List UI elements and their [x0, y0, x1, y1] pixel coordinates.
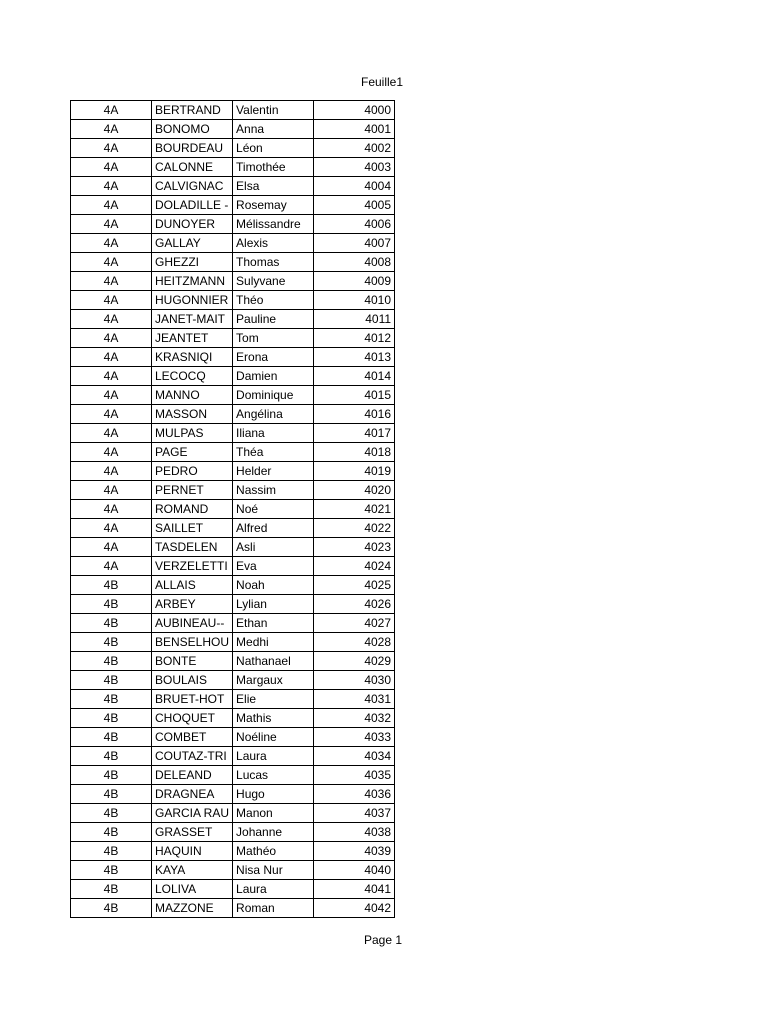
class-cell: 4B: [71, 595, 152, 614]
class-cell: 4B: [71, 652, 152, 671]
class-cell: 4B: [71, 671, 152, 690]
number-cell: 4028: [314, 633, 395, 652]
number-cell: 4005: [314, 196, 395, 215]
table-row: [71, 386, 395, 405]
table-row: [71, 899, 395, 918]
last-name-cell: HUGONNIER: [152, 291, 233, 310]
table-row: [71, 880, 395, 899]
class-cell: 4A: [71, 272, 152, 291]
number-cell: 4002: [314, 139, 395, 158]
last-name-cell: BONOMO: [152, 120, 233, 139]
table-row: [71, 253, 395, 272]
number-cell: 4024: [314, 557, 395, 576]
class-cell: 4A: [71, 101, 152, 120]
last-name-cell: AUBINEAU--: [152, 614, 233, 633]
class-cell: 4A: [71, 538, 152, 557]
table-row: [71, 234, 395, 253]
table-row: [71, 766, 395, 785]
first-name-cell: Noah: [233, 576, 314, 595]
class-cell: 4B: [71, 690, 152, 709]
last-name-cell: SAILLET: [152, 519, 233, 538]
class-cell: 4B: [71, 576, 152, 595]
table-row: [71, 557, 395, 576]
last-name-cell: CALONNE: [152, 158, 233, 177]
last-name-cell: BRUET-HOT: [152, 690, 233, 709]
last-name-cell: KAYA: [152, 861, 233, 880]
last-name-cell: ARBEY: [152, 595, 233, 614]
number-cell: 4023: [314, 538, 395, 557]
first-name-cell: Margaux: [233, 671, 314, 690]
class-cell: 4A: [71, 386, 152, 405]
first-name-cell: Elsa: [233, 177, 314, 196]
table-row: [71, 595, 395, 614]
first-name-cell: Valentin: [233, 101, 314, 120]
last-name-cell: HAQUIN: [152, 842, 233, 861]
class-cell: 4A: [71, 215, 152, 234]
table-row: [71, 367, 395, 386]
class-cell: 4A: [71, 234, 152, 253]
first-name-cell: Erona: [233, 348, 314, 367]
number-cell: 4006: [314, 215, 395, 234]
last-name-cell: GALLAY: [152, 234, 233, 253]
class-cell: 4A: [71, 253, 152, 272]
last-name-cell: BOURDEAU: [152, 139, 233, 158]
first-name-cell: Pauline: [233, 310, 314, 329]
class-cell: 4A: [71, 481, 152, 500]
class-cell: 4A: [71, 519, 152, 538]
table-row: [71, 310, 395, 329]
number-cell: 4036: [314, 785, 395, 804]
last-name-cell: BOULAIS: [152, 671, 233, 690]
number-cell: 4012: [314, 329, 395, 348]
table-row: [71, 158, 395, 177]
last-name-cell: MASSON: [152, 405, 233, 424]
class-cell: 4B: [71, 728, 152, 747]
last-name-cell: DUNOYER: [152, 215, 233, 234]
class-cell: 4B: [71, 899, 152, 918]
class-cell: 4A: [71, 291, 152, 310]
number-cell: 4021: [314, 500, 395, 519]
number-cell: 4015: [314, 386, 395, 405]
last-name-cell: BONTE: [152, 652, 233, 671]
table-row: [71, 196, 395, 215]
last-name-cell: BERTRAND: [152, 101, 233, 120]
number-cell: 4038: [314, 823, 395, 842]
class-cell: 4A: [71, 158, 152, 177]
number-cell: 4042: [314, 899, 395, 918]
last-name-cell: JANET-MAIT: [152, 310, 233, 329]
first-name-cell: Laura: [233, 747, 314, 766]
table-row: [71, 690, 395, 709]
first-name-cell: Sulyvane: [233, 272, 314, 291]
table-row: [71, 804, 395, 823]
last-name-cell: MAZZONE: [152, 899, 233, 918]
first-name-cell: Ethan: [233, 614, 314, 633]
number-cell: 4040: [314, 861, 395, 880]
class-cell: 4A: [71, 443, 152, 462]
number-cell: 4027: [314, 614, 395, 633]
last-name-cell: MANNO: [152, 386, 233, 405]
number-cell: 4018: [314, 443, 395, 462]
first-name-cell: Elie: [233, 690, 314, 709]
number-cell: 4033: [314, 728, 395, 747]
number-cell: 4014: [314, 367, 395, 386]
table-row: [71, 538, 395, 557]
last-name-cell: DRAGNEA: [152, 785, 233, 804]
table-row: [71, 823, 395, 842]
first-name-cell: Medhi: [233, 633, 314, 652]
number-cell: 4041: [314, 880, 395, 899]
last-name-cell: COUTAZ-TRI: [152, 747, 233, 766]
number-cell: 4039: [314, 842, 395, 861]
first-name-cell: Thomas: [233, 253, 314, 272]
first-name-cell: Timothée: [233, 158, 314, 177]
first-name-cell: Léon: [233, 139, 314, 158]
last-name-cell: VERZELETTI: [152, 557, 233, 576]
last-name-cell: PERNET: [152, 481, 233, 500]
number-cell: 4010: [314, 291, 395, 310]
first-name-cell: Johanne: [233, 823, 314, 842]
last-name-cell: GRASSET: [152, 823, 233, 842]
table-row: [71, 861, 395, 880]
number-cell: 4020: [314, 481, 395, 500]
class-cell: 4B: [71, 842, 152, 861]
table-row: [71, 120, 395, 139]
class-cell: 4B: [71, 785, 152, 804]
class-cell: 4A: [71, 329, 152, 348]
class-cell: 4A: [71, 139, 152, 158]
first-name-cell: Laura: [233, 880, 314, 899]
table-row: [71, 424, 395, 443]
table-body: [71, 101, 395, 918]
table-row: [71, 329, 395, 348]
first-name-cell: Théo: [233, 291, 314, 310]
last-name-cell: TASDELEN: [152, 538, 233, 557]
number-cell: 4035: [314, 766, 395, 785]
class-cell: 4A: [71, 196, 152, 215]
table-row: [71, 272, 395, 291]
table-row: [71, 709, 395, 728]
first-name-cell: Asli: [233, 538, 314, 557]
table-row: [71, 614, 395, 633]
class-cell: 4A: [71, 177, 152, 196]
last-name-cell: HEITZMANN: [152, 272, 233, 291]
last-name-cell: DELEAND: [152, 766, 233, 785]
class-cell: 4A: [71, 310, 152, 329]
first-name-cell: Iliana: [233, 424, 314, 443]
table-row: [71, 405, 395, 424]
number-cell: 4019: [314, 462, 395, 481]
last-name-cell: GARCIA RAU: [152, 804, 233, 823]
number-cell: 4031: [314, 690, 395, 709]
first-name-cell: Mathéo: [233, 842, 314, 861]
last-name-cell: GHEZZI: [152, 253, 233, 272]
class-cell: 4B: [71, 804, 152, 823]
first-name-cell: Mélissandre: [233, 215, 314, 234]
first-name-cell: Noé: [233, 500, 314, 519]
last-name-cell: JEANTET: [152, 329, 233, 348]
first-name-cell: Noéline: [233, 728, 314, 747]
class-cell: 4B: [71, 709, 152, 728]
table-row: [71, 139, 395, 158]
first-name-cell: Théa: [233, 443, 314, 462]
number-cell: 4016: [314, 405, 395, 424]
table-row: [71, 652, 395, 671]
last-name-cell: COMBET: [152, 728, 233, 747]
first-name-cell: Lucas: [233, 766, 314, 785]
table-row: [71, 215, 395, 234]
first-name-cell: Rosemay: [233, 196, 314, 215]
table-row: [71, 462, 395, 481]
class-cell: 4A: [71, 500, 152, 519]
table-row: [71, 348, 395, 367]
sheet-title: Feuille1: [361, 75, 404, 89]
class-cell: 4B: [71, 614, 152, 633]
number-cell: 4003: [314, 158, 395, 177]
last-name-cell: CHOQUET: [152, 709, 233, 728]
last-name-cell: KRASNIQI: [152, 348, 233, 367]
class-cell: 4A: [71, 557, 152, 576]
last-name-cell: DOLADILLE -: [152, 196, 233, 215]
number-cell: 4001: [314, 120, 395, 139]
first-name-cell: Mathis: [233, 709, 314, 728]
first-name-cell: Anna: [233, 120, 314, 139]
first-name-cell: Damien: [233, 367, 314, 386]
first-name-cell: Nathanael: [233, 652, 314, 671]
table-row: [71, 576, 395, 595]
table-row: [71, 519, 395, 538]
student-table: [70, 100, 395, 918]
last-name-cell: CALVIGNAC: [152, 177, 233, 196]
first-name-cell: Manon: [233, 804, 314, 823]
number-cell: 4008: [314, 253, 395, 272]
number-cell: 4000: [314, 101, 395, 120]
number-cell: 4004: [314, 177, 395, 196]
table-row: [71, 481, 395, 500]
last-name-cell: PEDRO: [152, 462, 233, 481]
number-cell: 4034: [314, 747, 395, 766]
last-name-cell: BENSELHOU: [152, 633, 233, 652]
first-name-cell: Dominique: [233, 386, 314, 405]
last-name-cell: ROMAND: [152, 500, 233, 519]
last-name-cell: LECOCQ: [152, 367, 233, 386]
first-name-cell: Nassim: [233, 481, 314, 500]
class-cell: 4A: [71, 424, 152, 443]
class-cell: 4A: [71, 120, 152, 139]
first-name-cell: Helder: [233, 462, 314, 481]
table-row: [71, 500, 395, 519]
number-cell: 4007: [314, 234, 395, 253]
table-row: [71, 785, 395, 804]
table-row: [71, 291, 395, 310]
table-row: [71, 842, 395, 861]
table-row: [71, 633, 395, 652]
class-cell: 4B: [71, 823, 152, 842]
class-cell: 4B: [71, 861, 152, 880]
class-cell: 4A: [71, 348, 152, 367]
last-name-cell: LOLIVA: [152, 880, 233, 899]
first-name-cell: Alexis: [233, 234, 314, 253]
class-cell: 4B: [71, 766, 152, 785]
table-row: [71, 728, 395, 747]
last-name-cell: ALLAIS: [152, 576, 233, 595]
number-cell: 4032: [314, 709, 395, 728]
number-cell: 4013: [314, 348, 395, 367]
first-name-cell: Eva: [233, 557, 314, 576]
number-cell: 4011: [314, 310, 395, 329]
number-cell: 4025: [314, 576, 395, 595]
number-cell: 4017: [314, 424, 395, 443]
first-name-cell: Lylian: [233, 595, 314, 614]
number-cell: 4029: [314, 652, 395, 671]
number-cell: 4030: [314, 671, 395, 690]
table-row: [71, 101, 395, 120]
class-cell: 4A: [71, 405, 152, 424]
class-cell: 4A: [71, 462, 152, 481]
first-name-cell: Angélina: [233, 405, 314, 424]
class-cell: 4B: [71, 633, 152, 652]
number-cell: 4022: [314, 519, 395, 538]
first-name-cell: Tom: [233, 329, 314, 348]
table-row: [71, 443, 395, 462]
table-row: [71, 177, 395, 196]
page-footer: Page 1: [364, 933, 403, 947]
class-cell: 4B: [71, 747, 152, 766]
table-row: [71, 747, 395, 766]
first-name-cell: Hugo: [233, 785, 314, 804]
first-name-cell: Nisa Nur: [233, 861, 314, 880]
last-name-cell: MULPAS: [152, 424, 233, 443]
class-cell: 4A: [71, 367, 152, 386]
first-name-cell: Roman: [233, 899, 314, 918]
first-name-cell: Alfred: [233, 519, 314, 538]
number-cell: 4009: [314, 272, 395, 291]
class-cell: 4B: [71, 880, 152, 899]
number-cell: 4037: [314, 804, 395, 823]
table-row: [71, 671, 395, 690]
last-name-cell: PAGE: [152, 443, 233, 462]
number-cell: 4026: [314, 595, 395, 614]
